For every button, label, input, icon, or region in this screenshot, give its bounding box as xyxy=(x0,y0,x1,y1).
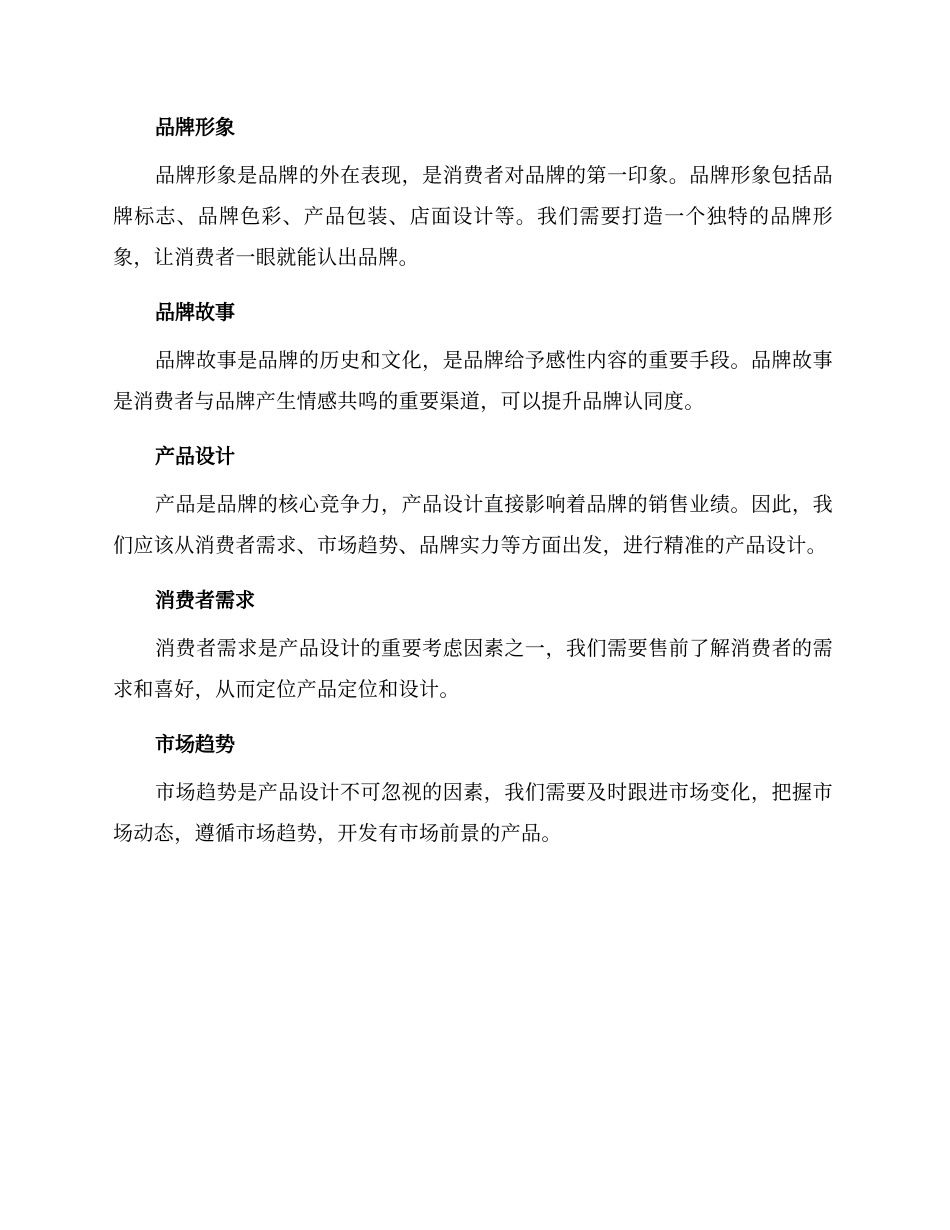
section-paragraph: 市场趋势是产品设计不可忽视的因素，我们需要及时跟进市场变化，把握市场动态，遵循市场趋势，开发有市场前景的产品。 xyxy=(113,780,833,845)
section-paragraph: 品牌形象是品牌的外在表现，是消费者对品牌的第一印象。品牌形象包括品牌标志、品牌色彩、产品包装、店面设计等。我们需要打造一个独特的品牌形象，让消费者一眼就能认出品牌。 xyxy=(113,163,833,269)
document-body xyxy=(113,107,833,868)
section-heading: 产品设计 xyxy=(155,444,235,468)
section-market-trends xyxy=(113,724,833,854)
section-consumer-needs xyxy=(113,580,833,710)
section-product-design xyxy=(113,436,833,566)
section-heading: 品牌形象 xyxy=(155,115,235,139)
section-heading: 消费者需求 xyxy=(155,588,255,612)
section-heading: 品牌故事 xyxy=(155,300,235,324)
section-brand-image xyxy=(113,107,833,278)
section-paragraph: 消费者需求是产品设计的重要考虑因素之一，我们需要售前了解消费者的需求和喜好，从而定位产品定位和设计。 xyxy=(113,636,833,701)
section-paragraph: 品牌故事是品牌的历史和文化，是品牌给予感性内容的重要手段。品牌故事是消费者与品牌产生情感共鸣的重要渠道，可以提升品牌认同度。 xyxy=(113,348,833,413)
section-paragraph: 产品是品牌的核心竞争力，产品设计直接影响着品牌的销售业绩。因此，我们应该从消费者需求、市场趋势、品牌实力等方面出发，进行精准的产品设计。 xyxy=(113,492,833,557)
section-heading: 市场趋势 xyxy=(155,732,235,756)
section-brand-story xyxy=(113,292,833,422)
